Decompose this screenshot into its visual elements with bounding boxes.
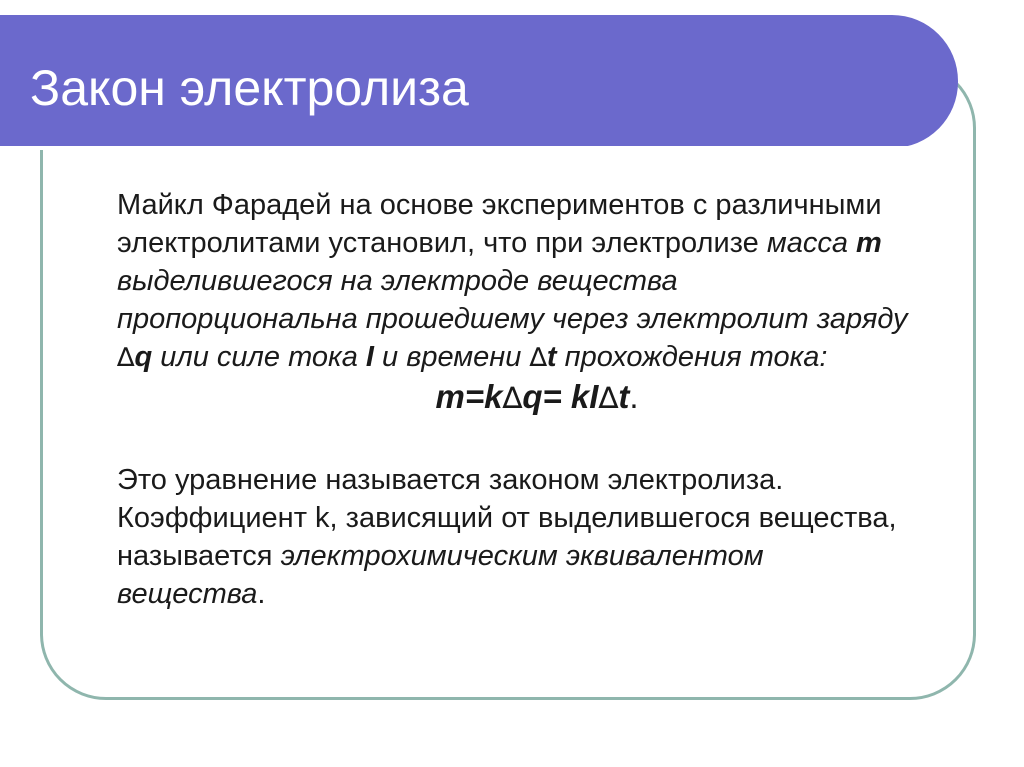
text-run-italic: электрохимическим эквивалентом вещества xyxy=(117,540,764,610)
paragraph-faraday xyxy=(117,186,917,377)
title-bar xyxy=(0,15,958,148)
delta-symbol: ∆ xyxy=(117,343,135,373)
slide-title: Закон электролиза xyxy=(30,60,469,116)
paragraph-law xyxy=(117,461,917,613)
symbol-t: t xyxy=(546,341,557,373)
delta-symbol: ∆ xyxy=(529,343,547,373)
formula-part: t xyxy=(618,378,630,415)
symbol-i: I xyxy=(365,341,374,373)
delta-symbol: ∆ xyxy=(598,381,619,416)
text-run: Это уравнение называется законом электролиза. Коэффициент k, зависящий от выделившегося вещества, называется xyxy=(117,464,897,572)
text-run: и времени xyxy=(373,341,530,373)
title-underline xyxy=(0,146,908,150)
text-run: масса xyxy=(766,227,857,259)
slide-content xyxy=(117,186,917,613)
text-run: прохождения тока: xyxy=(556,341,828,373)
symbol-m: m xyxy=(856,227,882,259)
text-run: Майкл Фарадей на основе экспериментов с различными электролитами установил, что при электролизе xyxy=(117,189,882,259)
delta-symbol: ∆ xyxy=(502,381,523,416)
formula-part: q= kI xyxy=(522,378,599,415)
symbol-q: q xyxy=(134,341,153,373)
text-run: или силе тока xyxy=(152,341,366,373)
formula-part: m=k xyxy=(435,378,503,415)
formula-period: . xyxy=(629,378,639,415)
text-run: выделившегося на электроде вещества пропорциональна прошедшему через электролит заряду xyxy=(117,265,908,335)
text-run: . xyxy=(257,578,266,610)
formula xyxy=(117,377,917,419)
